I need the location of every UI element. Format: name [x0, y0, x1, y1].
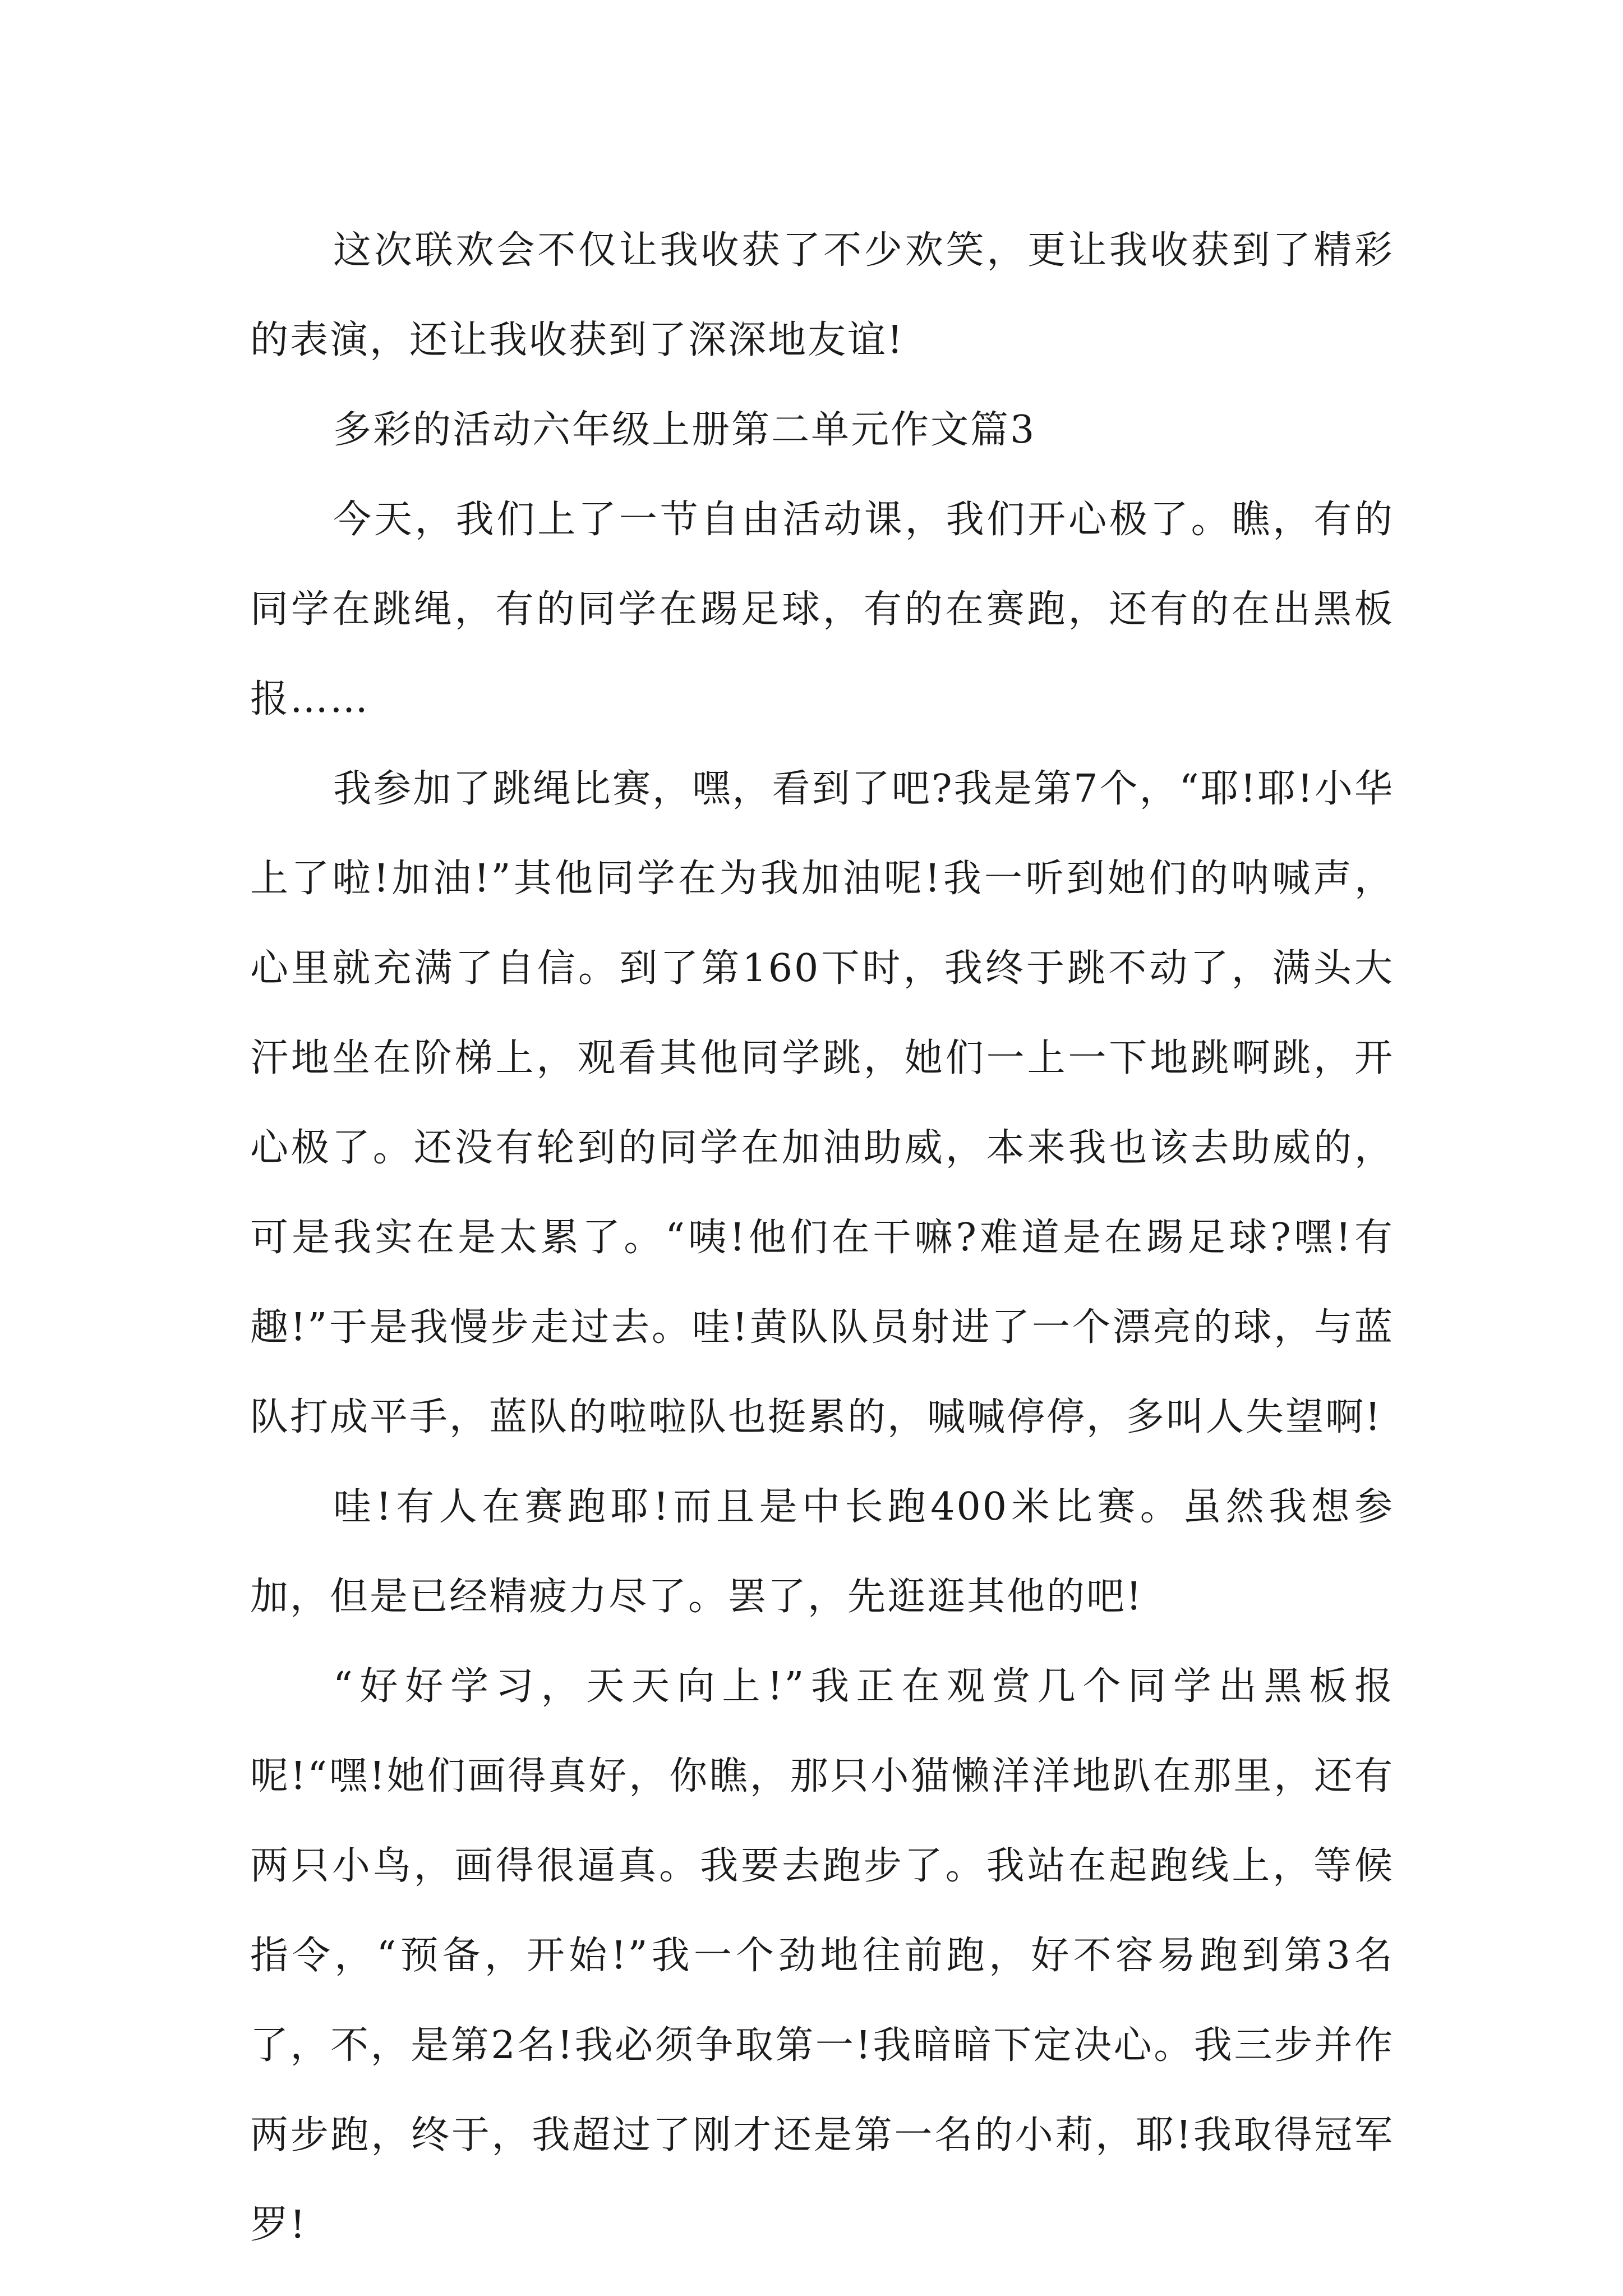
document-body: [250, 206, 1394, 2270]
paragraph-intro: 今天，我们上了一节自由活动课，我们开心极了。瞧，有的同学在跳绳，有的同学在踢足球，有的在赛跑，还有的在出黑板报……: [250, 498, 1394, 721]
paragraph-blackboard: “好好学习，天天向上!”我正在观赏几个同学出黑板报呢!“嘿!她们画得真好，你瞧，那只小猫懒洋洋地趴在那里，还有两只小鸟，画得很逼真。我要去跑步了。我站在起跑线上，等候指令，“预备，开始!”我一个劲地往前跑，好不容易跑到第3名了，不，是第2名!我必须争取第一!我暗暗下定决心。我三步并作两步跑，终于，我超过了刚才还是第一名的小莉，耶!我取得冠军罗!: [250, 1664, 1394, 2247]
paragraph-conclusion: 这次联欢会不仅让我收获了不少欢笑，更让我收获到了精彩的表演，还让我收获到了深深地友谊!: [250, 228, 1394, 362]
essay-title: 多彩的活动六年级上册第二单元作文篇3: [333, 408, 1036, 452]
paragraph-race: 哇!有人在赛跑耶!而且是中长跑400米比赛。虽然我想参加，但是已经精疲力尽了。罢了，先逛逛其他的吧!: [250, 1485, 1394, 1619]
paragraph-jump-rope: 我参加了跳绳比赛，嘿，看到了吧?我是第7个，“耶!耶!小华上了啦!加油!”其他同学在为我加油呢!我一听到她们的呐喊声，心里就充满了自信。到了第160下时，我终于跳不动了，满头大汗地坐在阶梯上，观看其他同学跳，她们一上一下地跳啊跳，开心极了。还没有轮到的同学在加油助威，本来我也该去助威的，可是我实在是太累了。“咦!他们在干嘛?难道是在踢足球?嘿!有趣!”于是我慢步走过去。哇!黄队队员射进了一个漂亮的球，与蓝队打成平手，蓝队的啦啦队也挺累的，喊喊停停，多叫人失望啊!: [250, 767, 1394, 1439]
